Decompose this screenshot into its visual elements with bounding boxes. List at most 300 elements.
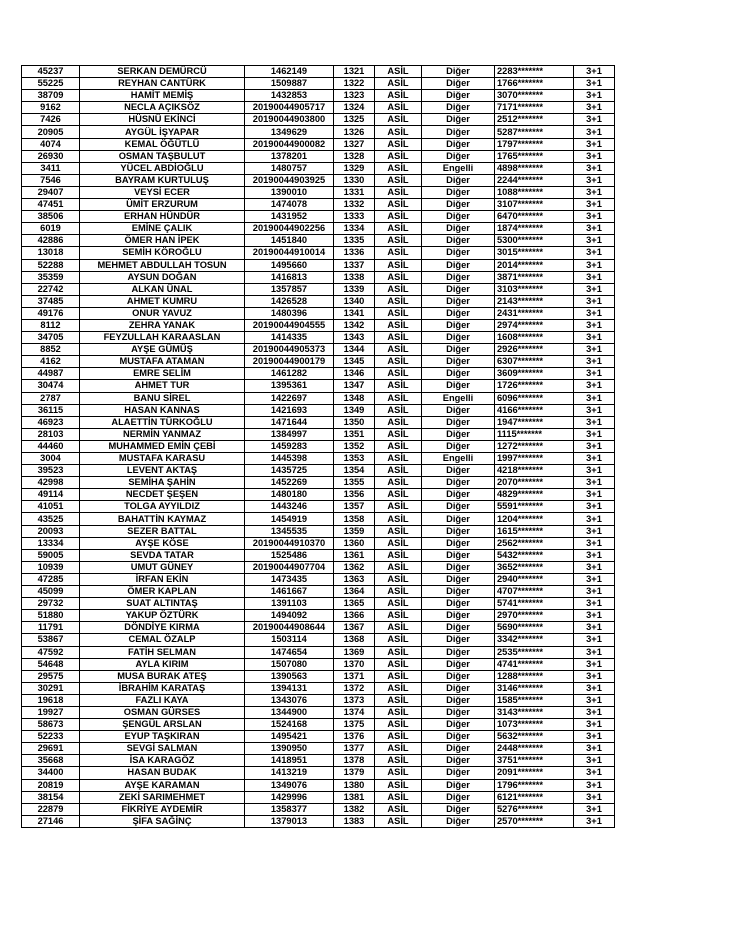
applicant-code-cell: 46923 <box>22 416 80 428</box>
draw-order-cell: 1324 <box>334 102 375 114</box>
table-row <box>22 114 615 126</box>
table-row <box>22 586 615 598</box>
quota-group-cell: Diğer <box>422 622 495 634</box>
applicant-code-cell: 47285 <box>22 573 80 585</box>
room-type-cell: 3+1 <box>574 682 615 694</box>
applicant-code-cell: 7546 <box>22 174 80 186</box>
draw-order-cell: 1336 <box>334 247 375 259</box>
applicant-name-cell: ÖMER HAN İPEK <box>80 235 245 247</box>
applicant-code-cell: 58673 <box>22 719 80 731</box>
draw-order-cell: 1369 <box>334 646 375 658</box>
applicant-name-cell: REYHAN CANTÜRK <box>80 78 245 90</box>
draw-order-cell: 1342 <box>334 319 375 331</box>
applicant-name-cell: FAZLI KAYA <box>80 694 245 706</box>
table-row <box>22 815 615 827</box>
applicant-name-cell: NECDET ŞEŞEN <box>80 489 245 501</box>
quota-group-cell: Diğer <box>422 138 495 150</box>
quota-group-cell: Diğer <box>422 767 495 779</box>
table-row <box>22 622 615 634</box>
masked-id-number-cell: 3070******* <box>495 90 574 102</box>
masked-id-number-cell: 1797******* <box>495 138 574 150</box>
table-row <box>22 598 615 610</box>
application-number-cell: 1414335 <box>245 332 334 344</box>
masked-id-number-cell: 2070******* <box>495 477 574 489</box>
status-cell: ASİL <box>375 501 422 513</box>
application-number-cell: 1384997 <box>245 428 334 440</box>
applicant-code-cell: 44987 <box>22 368 80 380</box>
applicant-code-cell: 34400 <box>22 767 80 779</box>
table-row <box>22 731 615 743</box>
quota-group-cell: Diğer <box>422 694 495 706</box>
applicant-code-cell: 8112 <box>22 319 80 331</box>
draw-order-cell: 1358 <box>334 513 375 525</box>
room-type-cell: 3+1 <box>574 90 615 102</box>
table-row <box>22 392 615 404</box>
applicant-name-cell: TOLGA AYYILDIZ <box>80 501 245 513</box>
application-number-cell: 1445398 <box>245 453 334 465</box>
applicant-code-cell: 28103 <box>22 428 80 440</box>
draw-order-cell: 1323 <box>334 90 375 102</box>
application-number-cell: 1349629 <box>245 126 334 138</box>
applicant-name-cell: AYLA KIRIM <box>80 658 245 670</box>
draw-order-cell: 1347 <box>334 380 375 392</box>
table-row <box>22 428 615 440</box>
room-type-cell: 3+1 <box>574 634 615 646</box>
application-number-cell: 1474654 <box>245 646 334 658</box>
table-row <box>22 646 615 658</box>
applicant-name-cell: YAKUP ÖZTÜRK <box>80 610 245 622</box>
room-type-cell: 3+1 <box>574 477 615 489</box>
room-type-cell: 3+1 <box>574 356 615 368</box>
applicant-name-cell: BANU SİREL <box>80 392 245 404</box>
application-number-cell: 1461282 <box>245 368 334 380</box>
room-type-cell: 3+1 <box>574 549 615 561</box>
status-cell: ASİL <box>375 126 422 138</box>
quota-group-cell: Diğer <box>422 501 495 513</box>
masked-id-number-cell: 3871******* <box>495 271 574 283</box>
draw-order-cell: 1325 <box>334 114 375 126</box>
status-cell: ASİL <box>375 803 422 815</box>
status-cell: ASİL <box>375 549 422 561</box>
application-number-cell: 1421693 <box>245 404 334 416</box>
applicant-code-cell: 20819 <box>22 779 80 791</box>
application-number-cell: 1495421 <box>245 731 334 743</box>
room-type-cell: 3+1 <box>574 380 615 392</box>
quota-group-cell: Diğer <box>422 549 495 561</box>
applicant-code-cell: 22879 <box>22 803 80 815</box>
applicant-code-cell: 8852 <box>22 344 80 356</box>
room-type-cell: 3+1 <box>574 319 615 331</box>
masked-id-number-cell: 1288******* <box>495 670 574 682</box>
masked-id-number-cell: 7171******* <box>495 102 574 114</box>
table-row <box>22 186 615 198</box>
room-type-cell: 3+1 <box>574 622 615 634</box>
status-cell: ASİL <box>375 150 422 162</box>
draw-order-cell: 1380 <box>334 779 375 791</box>
application-number-cell: 20190044910014 <box>245 247 334 259</box>
status-cell: ASİL <box>375 247 422 259</box>
applicant-name-cell: MUHAMMED EMİN ÇEBİ <box>80 440 245 452</box>
quota-group-cell: Diğer <box>422 283 495 295</box>
quota-group-cell: Diğer <box>422 706 495 718</box>
applicant-code-cell: 39523 <box>22 465 80 477</box>
application-number-cell: 1473435 <box>245 573 334 585</box>
results-table <box>21 65 615 828</box>
draw-order-cell: 1357 <box>334 501 375 513</box>
status-cell: ASİL <box>375 90 422 102</box>
draw-order-cell: 1363 <box>334 573 375 585</box>
applicant-name-cell: UMUT GÜNEY <box>80 561 245 573</box>
applicant-code-cell: 34705 <box>22 332 80 344</box>
table-row <box>22 271 615 283</box>
room-type-cell: 3+1 <box>574 416 615 428</box>
applicant-name-cell: MUSA BURAK ATEŞ <box>80 670 245 682</box>
room-type-cell: 3+1 <box>574 271 615 283</box>
draw-order-cell: 1383 <box>334 815 375 827</box>
room-type-cell: 3+1 <box>574 344 615 356</box>
table-row <box>22 719 615 731</box>
applicant-code-cell: 3004 <box>22 453 80 465</box>
masked-id-number-cell: 1874******* <box>495 223 574 235</box>
table-row <box>22 791 615 803</box>
table-row <box>22 295 615 307</box>
quota-group-cell: Diğer <box>422 755 495 767</box>
masked-id-number-cell: 5300******* <box>495 235 574 247</box>
masked-id-number-cell: 2283******* <box>495 66 574 78</box>
masked-id-number-cell: 5690******* <box>495 622 574 634</box>
applicant-name-cell: SEVGİ SALMAN <box>80 743 245 755</box>
masked-id-number-cell: 2143******* <box>495 295 574 307</box>
applicant-code-cell: 42998 <box>22 477 80 489</box>
applicant-name-cell: BAHATTİN KAYMAZ <box>80 513 245 525</box>
masked-id-number-cell: 1204******* <box>495 513 574 525</box>
applicant-code-cell: 13334 <box>22 537 80 549</box>
room-type-cell: 3+1 <box>574 186 615 198</box>
status-cell: ASİL <box>375 682 422 694</box>
room-type-cell: 3+1 <box>574 428 615 440</box>
applicant-name-cell: MEHMET ABDULLAH TOSUN <box>80 259 245 271</box>
draw-order-cell: 1327 <box>334 138 375 150</box>
applicant-code-cell: 27146 <box>22 815 80 827</box>
applicant-code-cell: 3411 <box>22 162 80 174</box>
quota-group-cell: Diğer <box>422 223 495 235</box>
draw-order-cell: 1361 <box>334 549 375 561</box>
applicant-code-cell: 38506 <box>22 211 80 223</box>
quota-group-cell: Diğer <box>422 634 495 646</box>
room-type-cell: 3+1 <box>574 573 615 585</box>
draw-order-cell: 1366 <box>334 610 375 622</box>
applicant-name-cell: FATİH SELMAN <box>80 646 245 658</box>
applicant-code-cell: 30291 <box>22 682 80 694</box>
quota-group-cell: Diğer <box>422 537 495 549</box>
applicant-name-cell: SEMİHA ŞAHİN <box>80 477 245 489</box>
masked-id-number-cell: 2014******* <box>495 259 574 271</box>
quota-group-cell: Diğer <box>422 259 495 271</box>
masked-id-number-cell: 1726******* <box>495 380 574 392</box>
status-cell: ASİL <box>375 646 422 658</box>
applicant-code-cell: 35668 <box>22 755 80 767</box>
masked-id-number-cell: 6470******* <box>495 211 574 223</box>
applicant-name-cell: SEMİH KÖROĞLU <box>80 247 245 259</box>
quota-group-cell: Diğer <box>422 211 495 223</box>
application-number-cell: 1378201 <box>245 150 334 162</box>
quota-group-cell: Diğer <box>422 235 495 247</box>
applicant-name-cell: İSA KARAGÖZ <box>80 755 245 767</box>
applicant-name-cell: AHMET KUMRU <box>80 295 245 307</box>
masked-id-number-cell: 2570******* <box>495 815 574 827</box>
applicant-code-cell: 49176 <box>22 307 80 319</box>
status-cell: ASİL <box>375 743 422 755</box>
application-number-cell: 1459283 <box>245 440 334 452</box>
draw-order-cell: 1365 <box>334 598 375 610</box>
masked-id-number-cell: 5287******* <box>495 126 574 138</box>
applicant-name-cell: DÖNDİYE KIRMA <box>80 622 245 634</box>
applicant-name-cell: BAYRAM KURTULUŞ <box>80 174 245 186</box>
status-cell: ASİL <box>375 416 422 428</box>
applicant-code-cell: 19927 <box>22 706 80 718</box>
applicant-code-cell: 47451 <box>22 199 80 211</box>
masked-id-number-cell: 1765******* <box>495 150 574 162</box>
room-type-cell: 3+1 <box>574 719 615 731</box>
draw-order-cell: 1376 <box>334 731 375 743</box>
draw-order-cell: 1335 <box>334 235 375 247</box>
table-row <box>22 223 615 235</box>
quota-group-cell: Diğer <box>422 489 495 501</box>
quota-group-cell: Diğer <box>422 307 495 319</box>
room-type-cell: 3+1 <box>574 368 615 380</box>
applicant-name-cell: ZEHRA YANAK <box>80 319 245 331</box>
masked-id-number-cell: 6096******* <box>495 392 574 404</box>
applicant-code-cell: 30474 <box>22 380 80 392</box>
application-number-cell: 20190044905373 <box>245 344 334 356</box>
masked-id-number-cell: 2970******* <box>495 610 574 622</box>
applicant-name-cell: MUSTAFA ATAMAN <box>80 356 245 368</box>
room-type-cell: 3+1 <box>574 706 615 718</box>
applicant-code-cell: 42886 <box>22 235 80 247</box>
draw-order-cell: 1349 <box>334 404 375 416</box>
application-number-cell: 1429996 <box>245 791 334 803</box>
draw-order-cell: 1354 <box>334 465 375 477</box>
application-number-cell: 1509887 <box>245 78 334 90</box>
table-row <box>22 319 615 331</box>
application-number-cell: 1474078 <box>245 199 334 211</box>
table-row <box>22 247 615 259</box>
application-number-cell: 1343076 <box>245 694 334 706</box>
applicant-name-cell: ALKAN ÜNAL <box>80 283 245 295</box>
status-cell: ASİL <box>375 271 422 283</box>
masked-id-number-cell: 3015******* <box>495 247 574 259</box>
draw-order-cell: 1345 <box>334 356 375 368</box>
table-row <box>22 537 615 549</box>
quota-group-cell: Diğer <box>422 646 495 658</box>
application-number-cell: 20190044903925 <box>245 174 334 186</box>
applicant-code-cell: 47592 <box>22 646 80 658</box>
status-cell: ASİL <box>375 235 422 247</box>
draw-order-cell: 1334 <box>334 223 375 235</box>
status-cell: ASİL <box>375 489 422 501</box>
table-row <box>22 78 615 90</box>
quota-group-cell: Diğer <box>422 658 495 670</box>
application-number-cell: 1507080 <box>245 658 334 670</box>
draw-order-cell: 1341 <box>334 307 375 319</box>
quota-group-cell: Diğer <box>422 356 495 368</box>
quota-group-cell: Diğer <box>422 440 495 452</box>
masked-id-number-cell: 3342******* <box>495 634 574 646</box>
applicant-name-cell: EYUP TAŞKIRAN <box>80 731 245 743</box>
draw-order-cell: 1373 <box>334 694 375 706</box>
application-number-cell: 1494092 <box>245 610 334 622</box>
room-type-cell: 3+1 <box>574 114 615 126</box>
draw-order-cell: 1343 <box>334 332 375 344</box>
applicant-name-cell: YÜCEL ABDİOĞLU <box>80 162 245 174</box>
masked-id-number-cell: 2448******* <box>495 743 574 755</box>
masked-id-number-cell: 5432******* <box>495 549 574 561</box>
masked-id-number-cell: 2535******* <box>495 646 574 658</box>
quota-group-cell: Engelli <box>422 162 495 174</box>
table-row <box>22 356 615 368</box>
status-cell: ASİL <box>375 453 422 465</box>
draw-order-cell: 1351 <box>334 428 375 440</box>
masked-id-number-cell: 1796******* <box>495 779 574 791</box>
quota-group-cell: Diğer <box>422 670 495 682</box>
quota-group-cell: Diğer <box>422 271 495 283</box>
room-type-cell: 3+1 <box>574 537 615 549</box>
status-cell: ASİL <box>375 223 422 235</box>
applicant-code-cell: 19618 <box>22 694 80 706</box>
quota-group-cell: Diğer <box>422 295 495 307</box>
quota-group-cell: Diğer <box>422 344 495 356</box>
room-type-cell: 3+1 <box>574 174 615 186</box>
application-number-cell: 1451840 <box>245 235 334 247</box>
quota-group-cell: Diğer <box>422 126 495 138</box>
application-number-cell: 20190044903800 <box>245 114 334 126</box>
quota-group-cell: Diğer <box>422 332 495 344</box>
table-row <box>22 694 615 706</box>
room-type-cell: 3+1 <box>574 646 615 658</box>
masked-id-number-cell: 2512******* <box>495 114 574 126</box>
masked-id-number-cell: 1947******* <box>495 416 574 428</box>
applicant-code-cell: 52233 <box>22 731 80 743</box>
status-cell: ASİL <box>375 537 422 549</box>
room-type-cell: 3+1 <box>574 66 615 78</box>
applicant-code-cell: 29575 <box>22 670 80 682</box>
draw-order-cell: 1377 <box>334 743 375 755</box>
table-row <box>22 706 615 718</box>
application-number-cell: 1395361 <box>245 380 334 392</box>
table-row <box>22 670 615 682</box>
quota-group-cell: Diğer <box>422 78 495 90</box>
application-number-cell: 1495660 <box>245 259 334 271</box>
applicant-code-cell: 11791 <box>22 622 80 634</box>
draw-order-cell: 1355 <box>334 477 375 489</box>
table-row <box>22 174 615 186</box>
applicant-code-cell: 49114 <box>22 489 80 501</box>
table-row <box>22 66 615 78</box>
status-cell: ASİL <box>375 767 422 779</box>
applicant-name-cell: OSMAN GÜRSES <box>80 706 245 718</box>
table-row <box>22 767 615 779</box>
table-row <box>22 513 615 525</box>
applicant-code-cell: 6019 <box>22 223 80 235</box>
applicant-name-cell: SEVDA TATAR <box>80 549 245 561</box>
table-row <box>22 404 615 416</box>
room-type-cell: 3+1 <box>574 223 615 235</box>
applicant-code-cell: 2787 <box>22 392 80 404</box>
application-number-cell: 1432853 <box>245 90 334 102</box>
application-number-cell: 20190044905717 <box>245 102 334 114</box>
draw-order-cell: 1375 <box>334 719 375 731</box>
draw-order-cell: 1359 <box>334 525 375 537</box>
room-type-cell: 3+1 <box>574 525 615 537</box>
quota-group-cell: Diğer <box>422 90 495 102</box>
room-type-cell: 3+1 <box>574 658 615 670</box>
applicant-name-cell: SERKAN DEMÜRCÜ <box>80 66 245 78</box>
applicant-code-cell: 51880 <box>22 610 80 622</box>
draw-order-cell: 1364 <box>334 586 375 598</box>
table-row <box>22 211 615 223</box>
masked-id-number-cell: 4166******* <box>495 404 574 416</box>
draw-order-cell: 1372 <box>334 682 375 694</box>
table-row <box>22 682 615 694</box>
applicant-code-cell: 20905 <box>22 126 80 138</box>
room-type-cell: 3+1 <box>574 199 615 211</box>
status-cell: ASİL <box>375 138 422 150</box>
quota-group-cell: Diğer <box>422 416 495 428</box>
masked-id-number-cell: 1115******* <box>495 428 574 440</box>
status-cell: ASİL <box>375 199 422 211</box>
draw-order-cell: 1339 <box>334 283 375 295</box>
applicant-code-cell: 45099 <box>22 586 80 598</box>
quota-group-cell: Diğer <box>422 573 495 585</box>
masked-id-number-cell: 3609******* <box>495 368 574 380</box>
application-number-cell: 1413219 <box>245 767 334 779</box>
status-cell: ASİL <box>375 380 422 392</box>
status-cell: ASİL <box>375 731 422 743</box>
application-number-cell: 1461667 <box>245 586 334 598</box>
applicant-code-cell: 29691 <box>22 743 80 755</box>
table-row <box>22 549 615 561</box>
applicant-name-cell: ÖMER KAPLAN <box>80 586 245 598</box>
table-row <box>22 150 615 162</box>
application-number-cell: 20190044904555 <box>245 319 334 331</box>
application-number-cell: 1480757 <box>245 162 334 174</box>
masked-id-number-cell: 4829******* <box>495 489 574 501</box>
table-row <box>22 573 615 585</box>
room-type-cell: 3+1 <box>574 791 615 803</box>
applicant-code-cell: 29732 <box>22 598 80 610</box>
applicant-name-cell: AYŞE KÖSE <box>80 537 245 549</box>
draw-order-cell: 1379 <box>334 767 375 779</box>
masked-id-number-cell: 1073******* <box>495 719 574 731</box>
application-number-cell: 1390010 <box>245 186 334 198</box>
draw-order-cell: 1332 <box>334 199 375 211</box>
applicant-code-cell: 38709 <box>22 90 80 102</box>
quota-group-cell: Diğer <box>422 561 495 573</box>
masked-id-number-cell: 6121******* <box>495 791 574 803</box>
application-number-cell: 1357857 <box>245 283 334 295</box>
draw-order-cell: 1346 <box>334 368 375 380</box>
draw-order-cell: 1378 <box>334 755 375 767</box>
table-row <box>22 235 615 247</box>
applicant-code-cell: 45237 <box>22 66 80 78</box>
applicant-name-cell: ONUR YAVUZ <box>80 307 245 319</box>
draw-order-cell: 1356 <box>334 489 375 501</box>
masked-id-number-cell: 1997******* <box>495 453 574 465</box>
application-number-cell: 20190044910370 <box>245 537 334 549</box>
application-number-cell: 1452269 <box>245 477 334 489</box>
masked-id-number-cell: 2926******* <box>495 344 574 356</box>
draw-order-cell: 1370 <box>334 658 375 670</box>
